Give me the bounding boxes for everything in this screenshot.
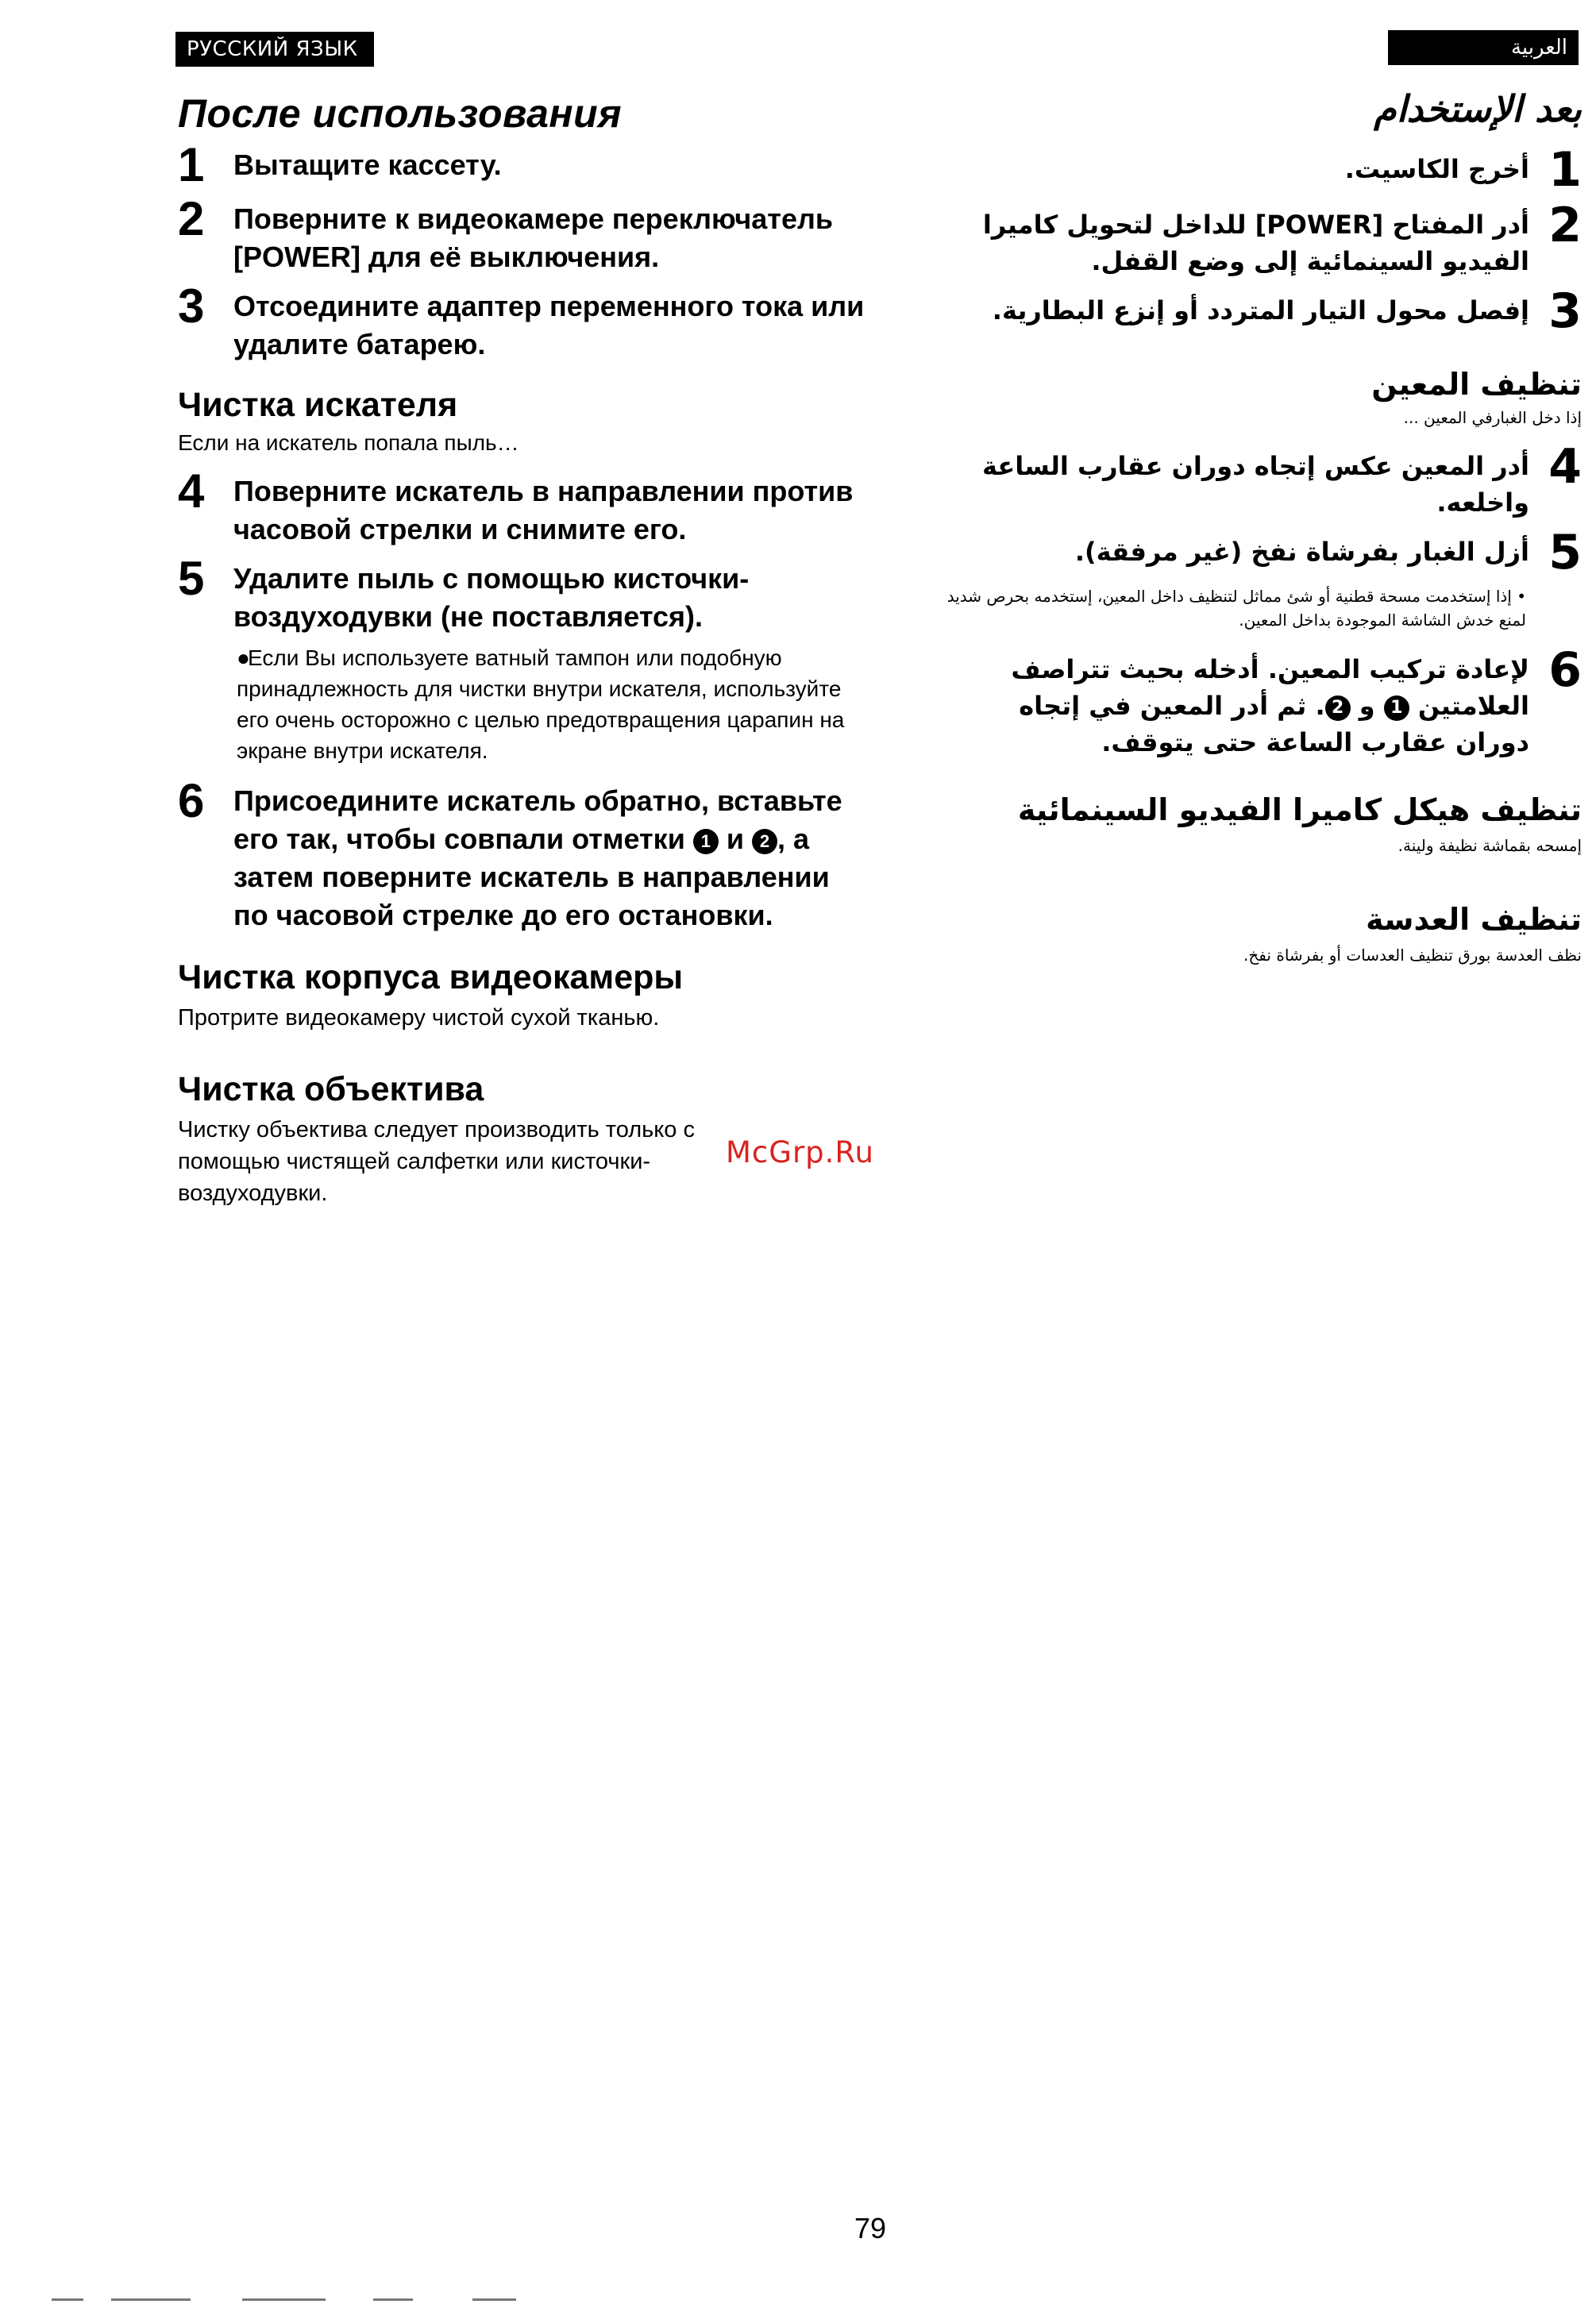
mark-1-icon: 1 [1384, 695, 1409, 721]
step-6-text-b: , а затем поверните искатель в направлении по часовой стрелке до его остановки. [233, 823, 830, 931]
step-number: 5 [178, 552, 205, 605]
viewfinder-cleaning-heading-ar: تنظيف المعين [1371, 367, 1582, 402]
step-text: أدر المفتاح [POWER] للداخل لتحويل كاميرا الفيديو السينمائية إلى وضع القفل. [982, 210, 1529, 276]
page-number: 79 [854, 2212, 887, 2244]
step-number: 1 [178, 138, 205, 191]
lens-cleaning-text: Чистку объектива следует производить только с помощью чистящей салфетки или кисточки-воздуходувки. [178, 1117, 695, 1206]
step-text: Вытащите кассету. [233, 148, 502, 181]
camera-body-cleaning-text: Протрите видеокамеру чистой сухой тканью. [178, 1005, 660, 1031]
bullet: ● [237, 645, 250, 670]
step-text: Отсоедините адаптер переменного тока или удалите батарею. [233, 290, 865, 360]
arabic-column [937, 79, 1582, 967]
step-number: 1 [1548, 142, 1582, 198]
step-5 [178, 552, 869, 636]
step-text: إفصل محول التيار المتردد أو إنزع البطارية. [992, 295, 1529, 326]
step-number: 6 [178, 774, 205, 827]
camera-body-cleaning-heading: Чистка корпуса видеокамеры [178, 958, 684, 996]
bullet: • [1517, 587, 1526, 606]
note-text: Если Вы используете ватный тампон или подобную принадлежность для чистки внутри искателя, используйте его очень осторожно с целью предотвращения царапин на экране внутри искателя. [237, 645, 845, 763]
step-number: 6 [1548, 642, 1582, 698]
lens-cleaning-heading: Чистка объектива [178, 1070, 484, 1108]
step-6-ar [937, 642, 1582, 761]
step-4-ar [937, 439, 1582, 521]
step-1 [178, 138, 869, 191]
lens-cleaning-heading-ar: تنظيف العدسة [1366, 902, 1582, 937]
scan-artifact-line [472, 2298, 516, 2301]
step-number: 2 [1548, 198, 1582, 253]
step-text: أخرج الكاسيت. [1344, 154, 1529, 184]
note-text: إذا إستخدمت مسحة قطنية أو شئ مماثل لتنظيف داخل المعين، إستخدمه بحرص شديد لمنع خدش الشاشة الموجودة بداخل المعين. [946, 587, 1526, 630]
step-6-text-b: . ثم أدر المعين في إتجاه دوران عقارب الساعة حتى يتوقف. [1019, 691, 1529, 757]
cotton-swab-note-ar [937, 584, 1526, 632]
step-number: 3 [178, 279, 205, 333]
step-6-and: и [726, 823, 744, 855]
scan-artifact-line [373, 2298, 413, 2301]
mark-2-icon: 2 [1325, 695, 1351, 721]
step-text: أدر المعين عكس إتجاه دوران عقارب الساعة واخلعه. [982, 451, 1529, 518]
step-text: Удалите пыль с помощью кисточки-воздуходувки (не поставляется). [233, 562, 750, 633]
step-4 [178, 464, 869, 549]
step-text: أزل الغبار بفرشاة نفخ (غير مرفقة). [1074, 537, 1529, 567]
step-number: 4 [1548, 439, 1582, 495]
step-text: Поверните искатель в направлении против часовой стрелки и снимите его. [233, 475, 854, 545]
step-number: 3 [1548, 283, 1582, 339]
step-number: 2 [178, 192, 205, 245]
watermark: McGrp.Ru [726, 1135, 874, 1169]
step-6 [178, 774, 869, 934]
step-2 [178, 192, 869, 276]
after-use-title-ar: بعد الإستخدام [1374, 87, 1582, 130]
scan-artifact-line [242, 2298, 326, 2301]
step-number: 4 [178, 464, 205, 518]
step-5-ar [937, 525, 1582, 580]
language-label-russian: РУССКИЙ ЯЗЫК [175, 32, 374, 67]
camera-body-cleaning-text-ar: إمسحه بقماشة نظيفة ولينة. [1397, 836, 1582, 855]
scan-artifact-line [111, 2298, 191, 2301]
viewfinder-intro-ar: إذا دخل الغبارفي المعين ... [1403, 408, 1582, 427]
step-3 [178, 279, 869, 364]
step-6-text-a: Присоедините искатель обратно, вставьте его так, чтобы совпали отметки [233, 784, 842, 855]
after-use-title: После использования [178, 91, 623, 136]
mark-2-icon: 2 [752, 829, 777, 854]
camera-body-cleaning-heading-ar: تنظيف هيكل كاميرا الفيديو السينمائية [1017, 792, 1582, 827]
viewfinder-intro: Если на искатель попала пыль… [178, 430, 519, 455]
step-6-and: و [1359, 691, 1375, 721]
step-number: 5 [1548, 525, 1582, 580]
cotton-swab-note [237, 642, 869, 766]
step-2-ar [937, 198, 1582, 279]
step-text: Поверните к видеокамере переключатель [POWER] для её выключения. [233, 202, 833, 273]
step-text [937, 646, 1529, 761]
step-6-text-a: لإعادة تركيب المعين. أدخله بحيث تتراصف العلامتين [1011, 654, 1529, 721]
language-label-arabic: العربية [1388, 30, 1579, 65]
step-text [233, 777, 869, 934]
viewfinder-cleaning-heading: Чистка искателя [178, 386, 458, 424]
mark-1-icon: 1 [693, 829, 719, 854]
scan-artifact-line [52, 2298, 83, 2301]
russian-column [178, 79, 869, 1209]
step-1-ar [937, 142, 1582, 198]
lens-cleaning-text-ar: نظف العدسة بورق تنظيف العدسات أو بفرشاة نفخ. [1243, 946, 1582, 965]
step-3-ar [937, 283, 1582, 339]
